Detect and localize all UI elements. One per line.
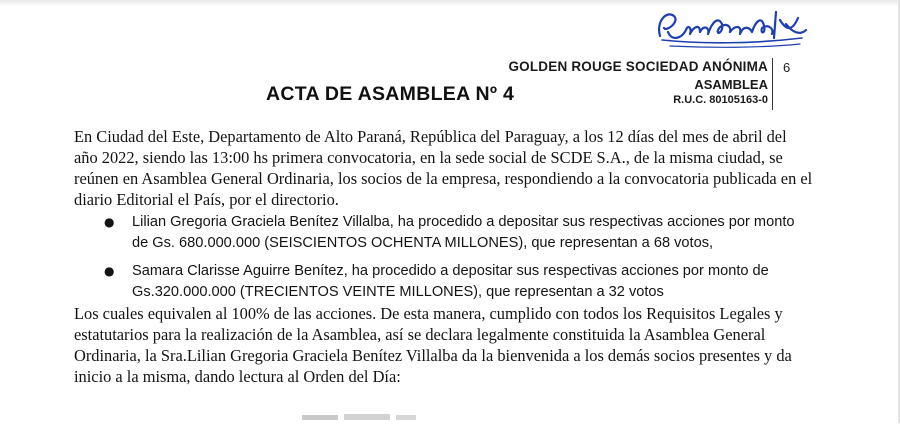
handwritten-signature-icon [652,2,812,50]
bullet-icon: ● [104,264,115,278]
company-header [508,58,768,107]
header-section-label: ASAMBLEA [694,77,768,92]
signature [652,2,812,50]
faded-text-fragment [300,412,440,424]
shareholder-list [74,212,814,303]
company-ruc: R.U.C. 80105163-0 [673,94,768,106]
list-item [74,261,814,303]
closing-paragraph: Los cuales equivalen al 100% de las acciones. De esta manera, cumplido con todos los Requisitos Legales y estatutarios para la realización de la Asamblea, así se declara legalmente constituida la Asamblea General Ordinaria, la Sra.Lilian Gregoria Graciela Benítez Villalba da la bienvenida a los demás socios presentes y da inicio a la misma, dando lectura al Orden del Día: [74,304,792,386]
header-divider [772,58,773,110]
document-title: ACTA DE ASAMBLEA Nº 4 [266,83,515,105]
intro-paragraph: En Ciudad del Este, Departamento de Alto Paraná, República del Paraguay, a los 12 días del mes de abril del año 2022, siendo las 13:00 hs primera convocatoria, en la sede social de SCDE S.A., de la misma ciudad, se reúnen en Asamblea General Ordinaria, los socios de la empresa, respondiendo a la convocatoria publicada en el diario Editorial el País, por el directorio. [74,127,813,209]
shareholder-text: Lilian Gregoria Graciela Benítez Villalba, ha procedido a depositar sus respectivas acciones por monto de Gs. 680.000.000 (SEISCIENTOS OCHENTA MILLONES), que representan a 68 votos, [132,214,795,251]
page-number: 6 [783,60,791,75]
document-body [74,126,814,387]
company-name: GOLDEN ROUGE SOCIEDAD ANÓNIMA [508,59,768,74]
list-item [74,212,814,254]
shareholder-text: Samara Clarisse Aguirre Benítez, ha procedido a depositar sus respectivas acciones por monto de Gs.320.000.000 (TRECIENTOS VEINTE MILLONES), que representan a 32 votos [132,263,769,300]
bullet-icon: ● [104,215,115,229]
